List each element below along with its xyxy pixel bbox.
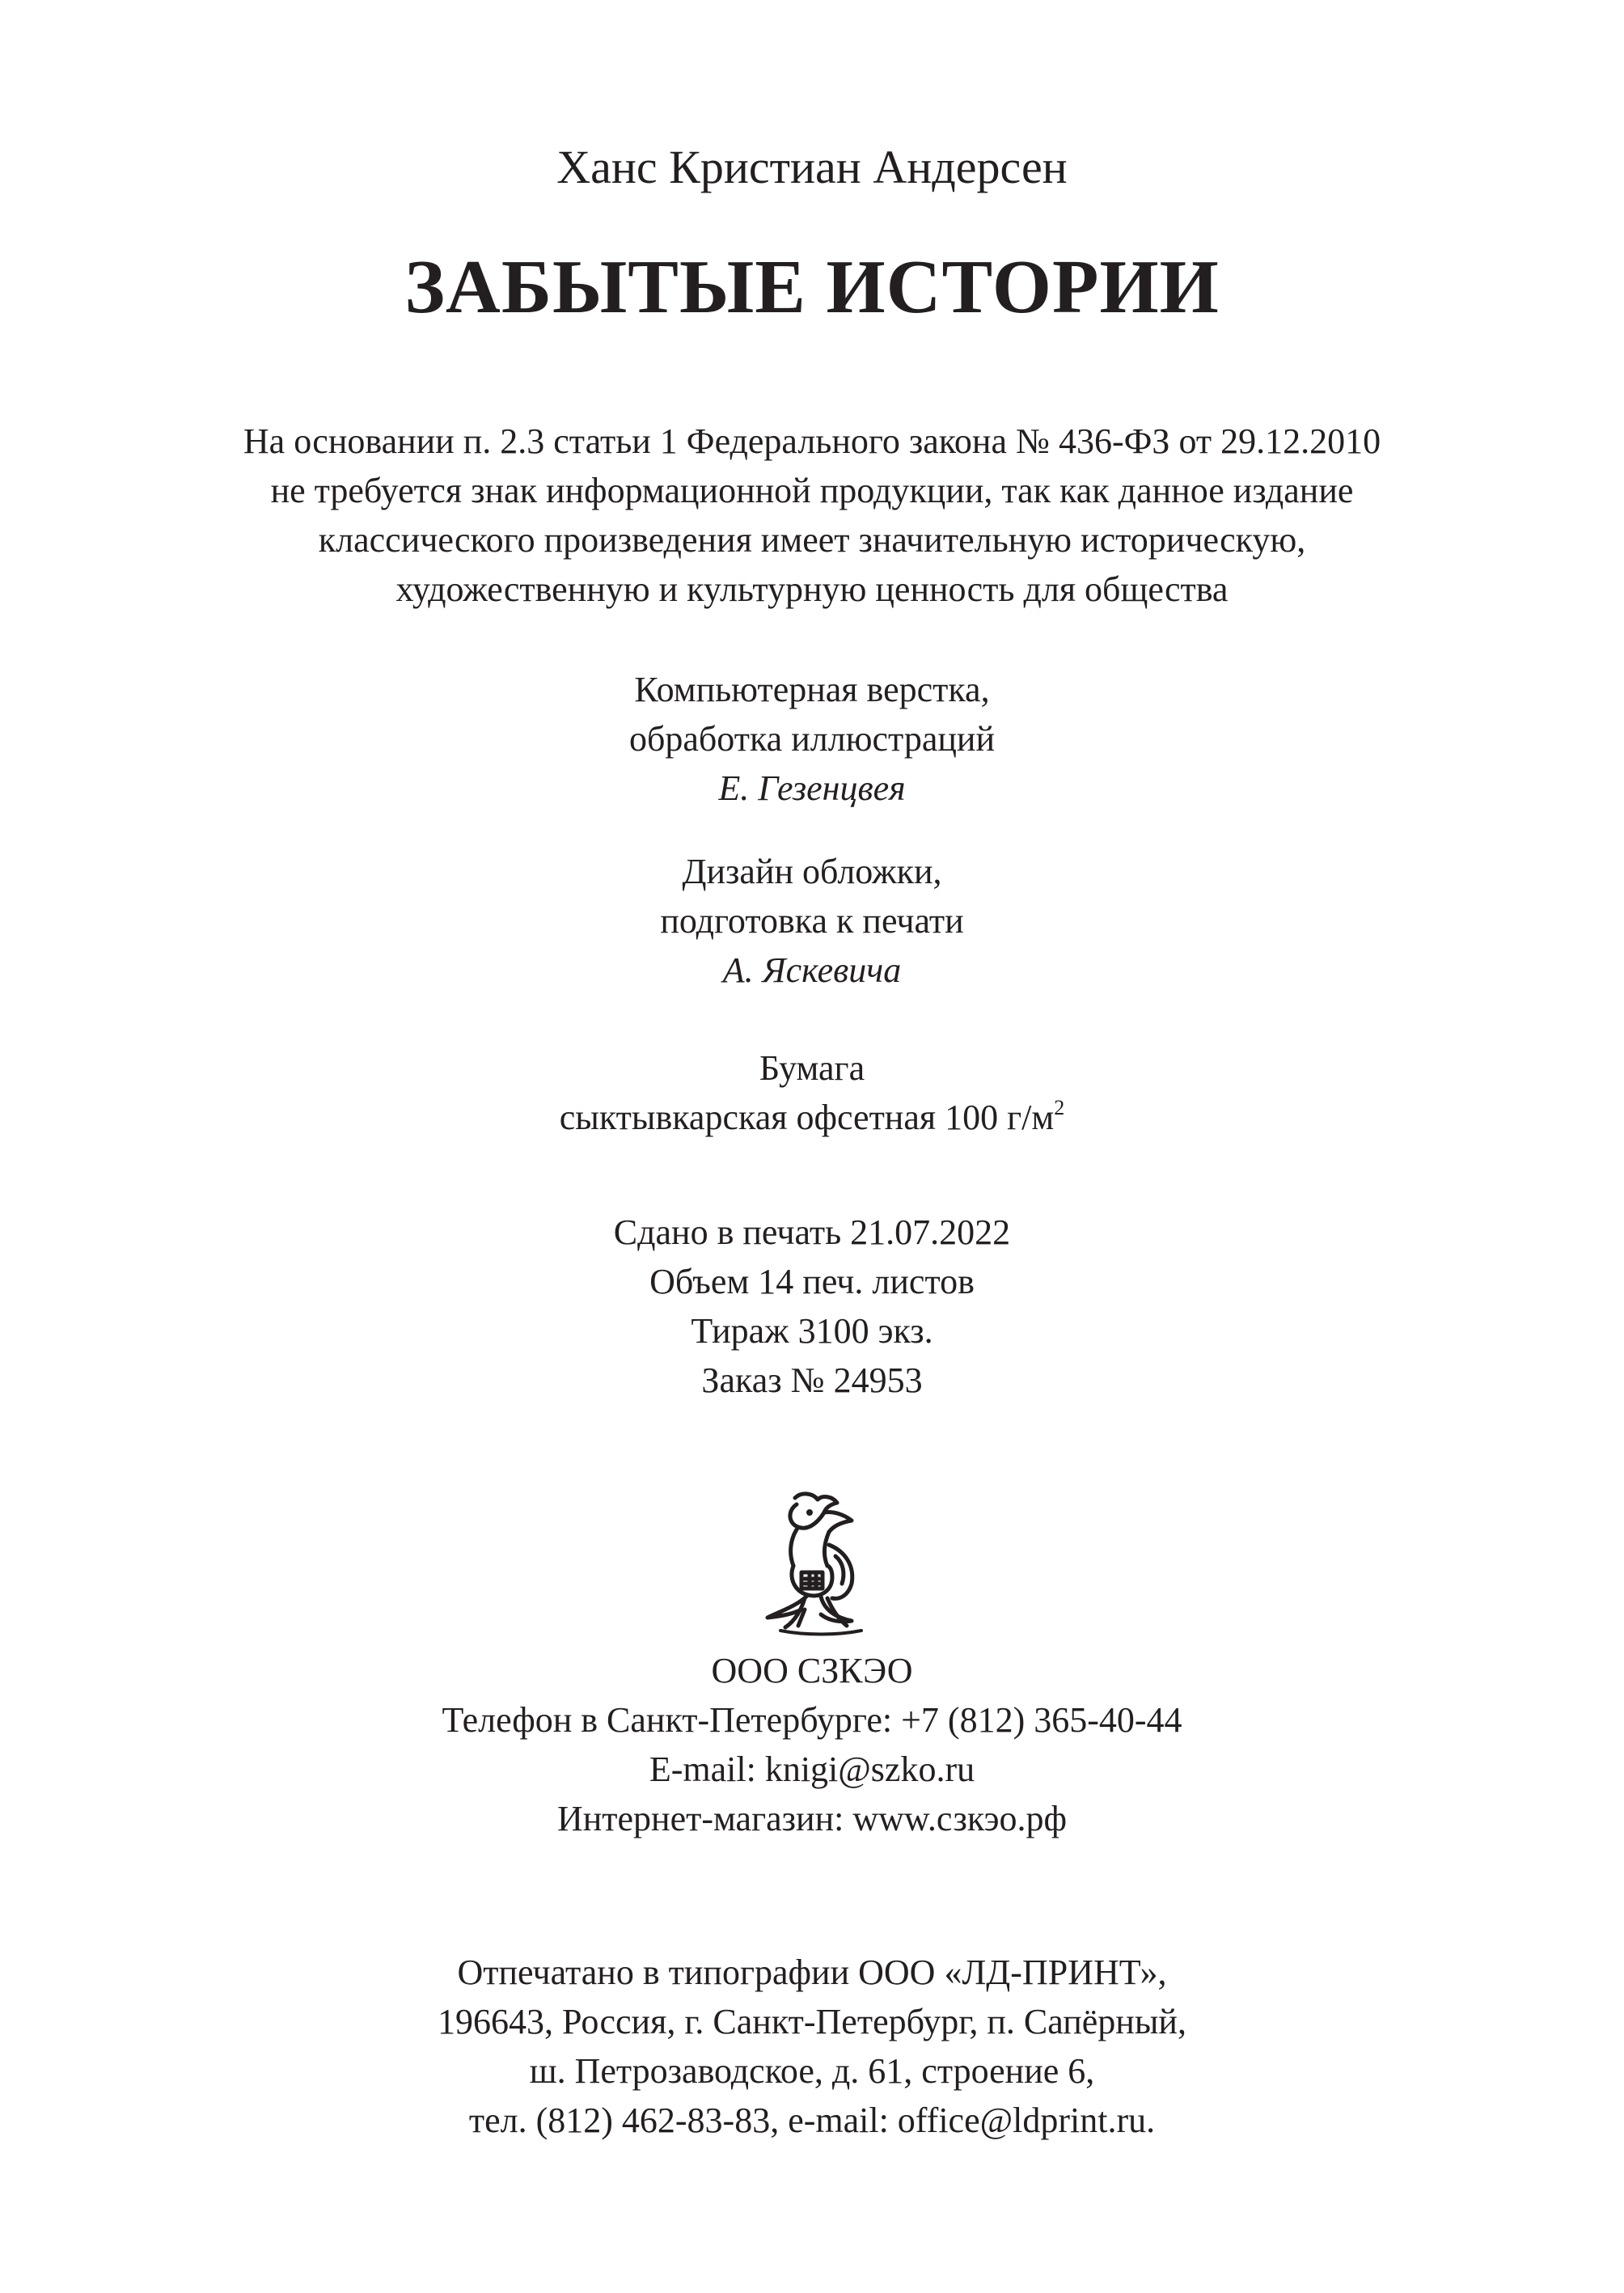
book-title xyxy=(0,243,1624,332)
publisher-phone: Телефон в Санкт-Петербурге: +7 (812) 365-40-44 xyxy=(442,1700,1182,1740)
cover-role-line: Дизайн обложки, xyxy=(682,852,942,891)
layout-person: Е. Гезенцвея xyxy=(718,768,906,808)
print-run: Тираж 3100 экз. xyxy=(691,1311,933,1351)
publisher-shop: Интернет-магазин: www.сзкэо.рф xyxy=(556,1799,1068,1838)
order-number: Заказ № 24953 xyxy=(701,1360,923,1400)
printer-line: ш. Петрозаводское, д. 61, строение 6, xyxy=(529,2051,1095,2091)
cover-role-line: подготовка к печати xyxy=(660,901,964,941)
publisher-name: ООО СЗКЭО xyxy=(711,1651,913,1690)
publisher-info xyxy=(0,1646,1624,1843)
notice-line: не требуется знак информационной продукции, так как данное издание xyxy=(270,471,1354,510)
paper-spec-superscript: 2 xyxy=(1054,1096,1065,1119)
dragon-emblem-icon xyxy=(748,1488,878,1638)
credits xyxy=(0,665,1624,995)
printer-line: Отпечатано в типографии ООО «ЛД-ПРИНТ», xyxy=(457,1952,1167,1992)
layout-role-line: обработка иллюстраций xyxy=(629,719,995,759)
print-date: Сдано в печать 21.07.2022 xyxy=(613,1212,1011,1252)
paper-label: Бумага xyxy=(759,1048,865,1088)
paper-spec-text: сыктывкарская офсетная 100 г/м xyxy=(559,1098,1055,1137)
notice-line: На основании п. 2.3 статьи 1 Федерального закона № 436-ФЗ от 29.12.2010 xyxy=(243,421,1381,461)
cover-person: А. Яскевича xyxy=(722,950,902,990)
publisher-email: E-mail: knigi@szko.ru xyxy=(649,1749,975,1789)
title-text: ЗАБЫТЫЕ ИСТОРИИ xyxy=(404,245,1220,329)
paper-info xyxy=(0,1043,1624,1142)
printer-line: 196643, Россия, г. Санкт-Петербург, п. Сапёрный, xyxy=(438,2002,1186,2041)
layout-role-line: Компьютерная верстка, xyxy=(634,670,990,709)
printer-info xyxy=(0,1948,1624,2145)
paper-spec xyxy=(0,1093,1624,1142)
author-text: Ханс Кристиан Андерсен xyxy=(556,141,1068,193)
author-name xyxy=(0,139,1624,196)
credits-spacer xyxy=(0,813,1624,847)
legal-notice xyxy=(0,417,1624,614)
printer-line: тел. (812) 462-83-83, e-mail: office@ldprint.ru. xyxy=(468,2101,1156,2140)
print-volume: Объем 14 печ. листов xyxy=(649,1262,975,1301)
notice-line: художественную и культурную ценность для общества xyxy=(395,569,1229,609)
print-info xyxy=(0,1208,1624,1405)
notice-line: классического произведения имеет значительную историческую, xyxy=(318,520,1306,560)
